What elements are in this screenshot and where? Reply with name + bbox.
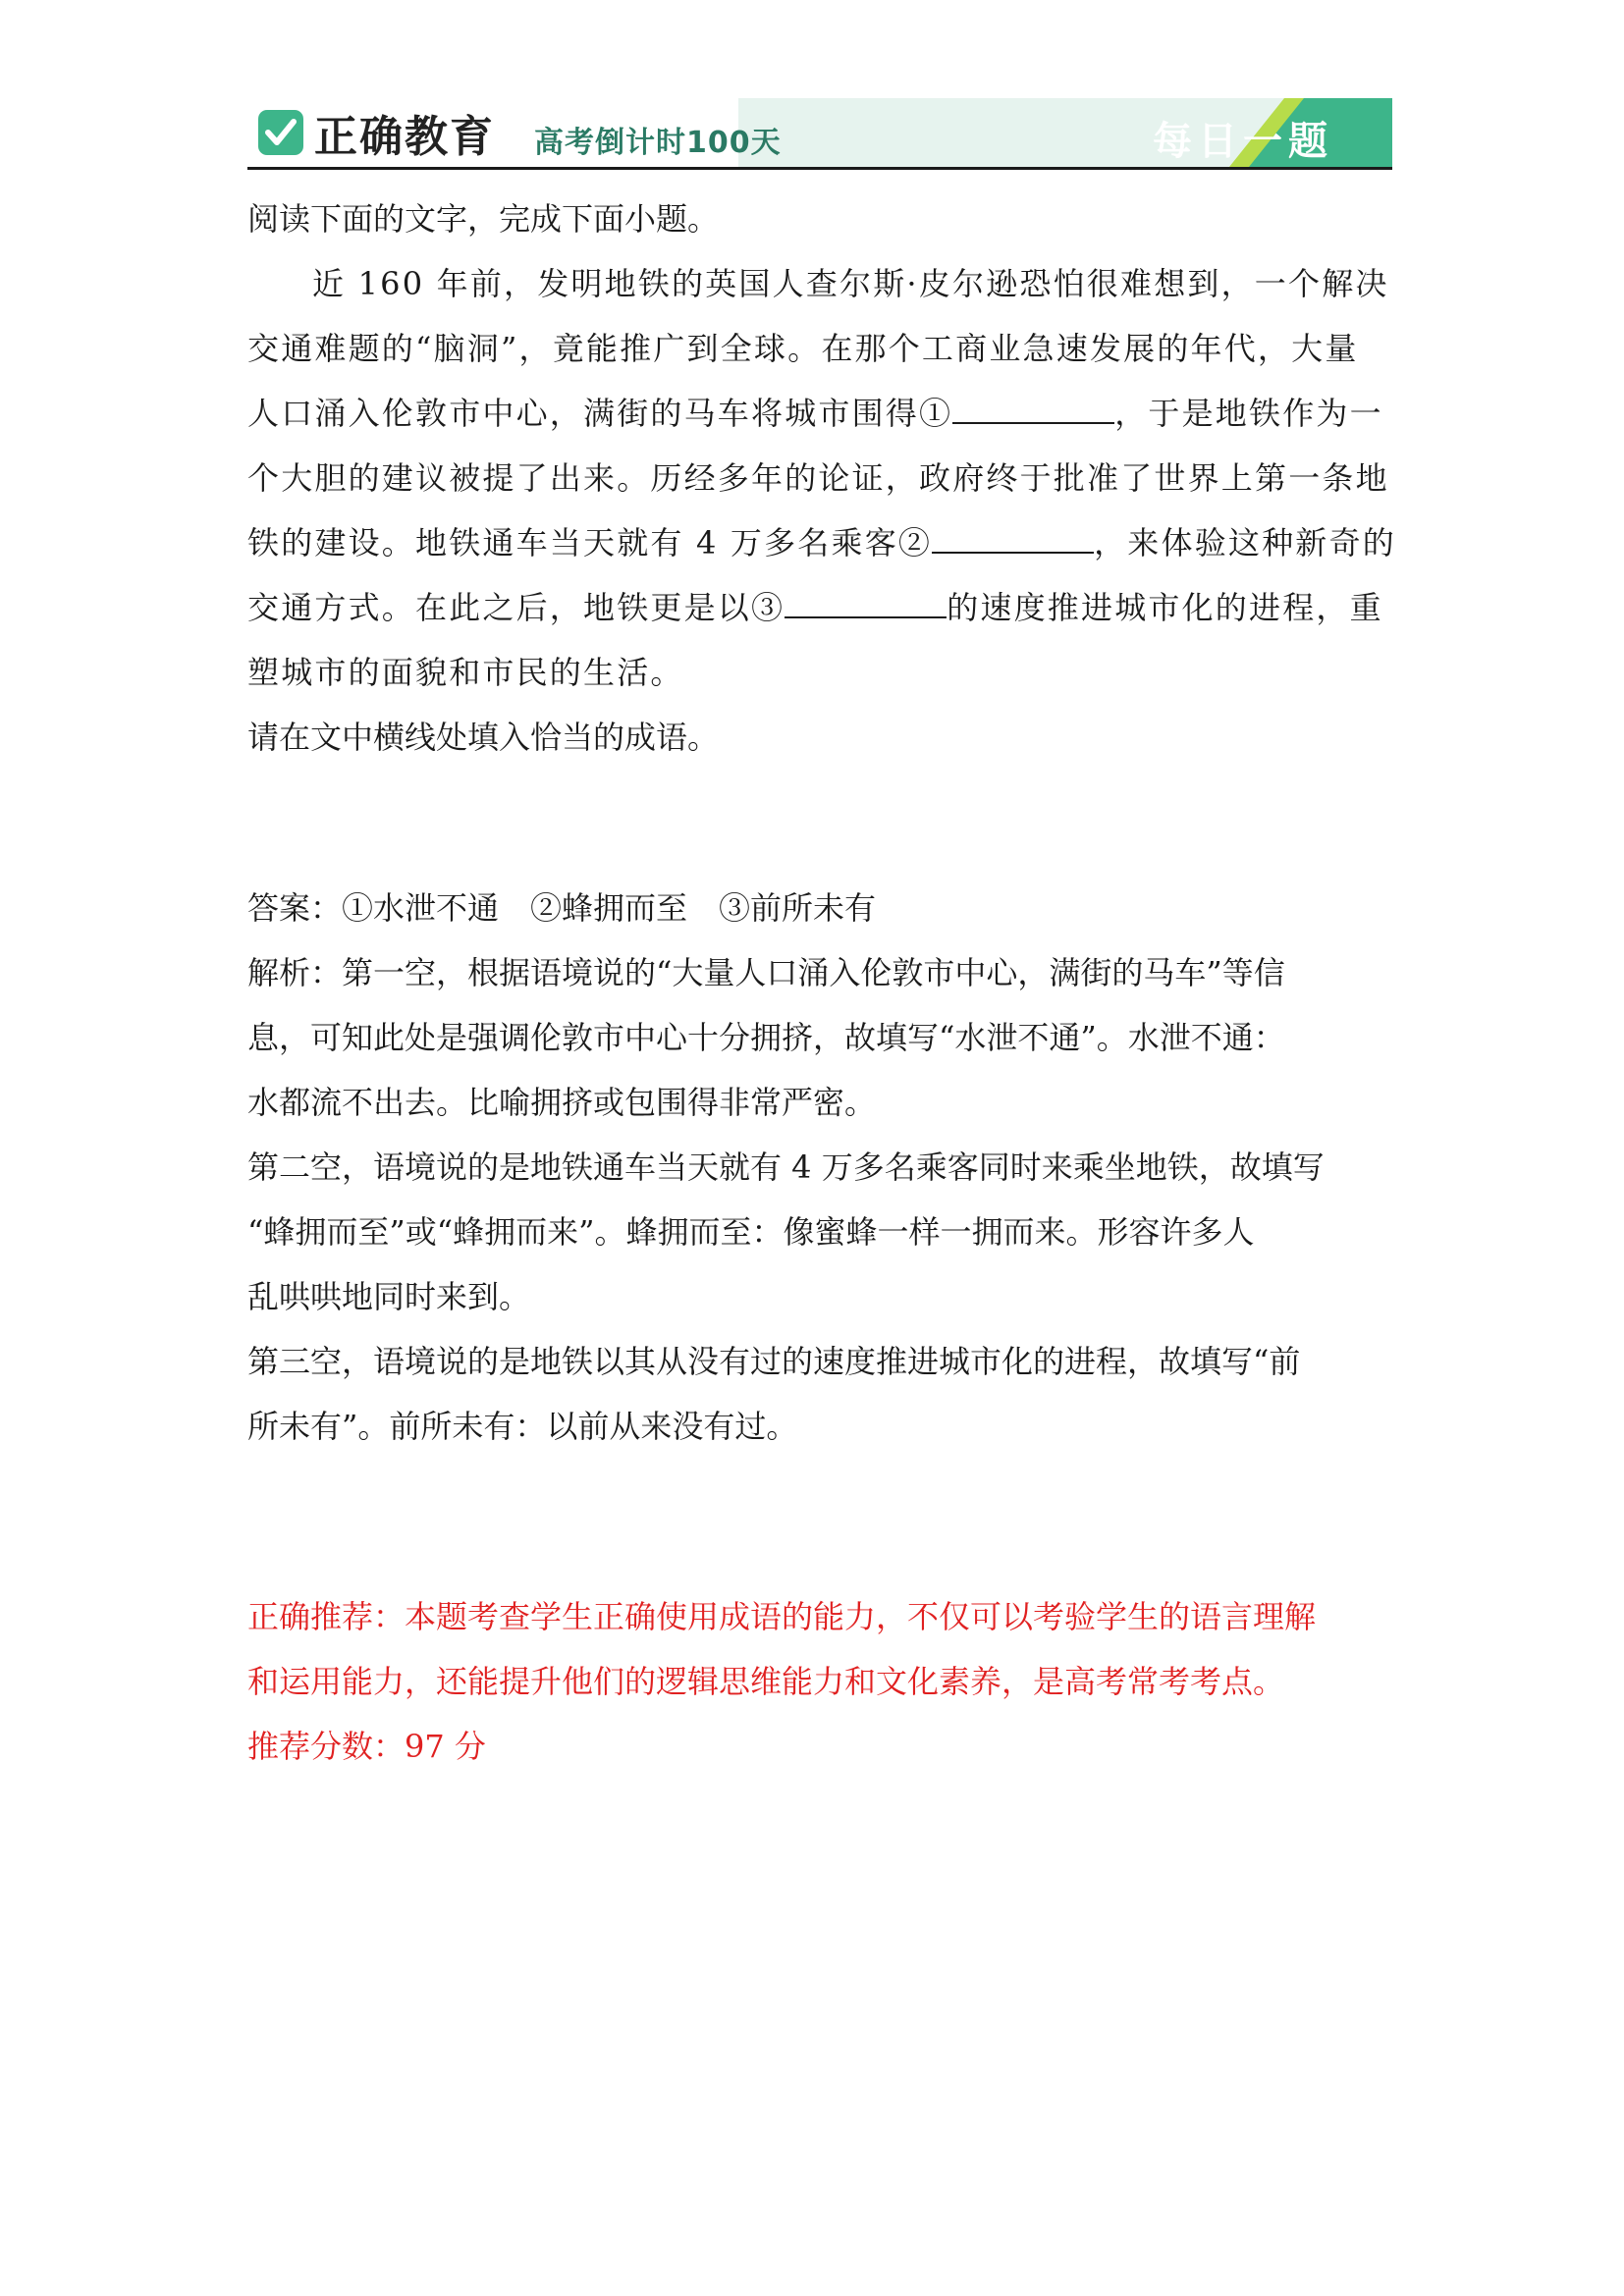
passage-text: ，于是地铁作为一	[1114, 395, 1383, 432]
passage-line	[247, 381, 1386, 446]
page-header	[247, 98, 1392, 167]
answer-section	[247, 876, 1386, 1459]
recommendation-section	[247, 1584, 1386, 1779]
passage-line: 塑城市的面貌和市民的生活。	[247, 654, 684, 691]
analysis-line: 水都流不出去。比喻拥挤或包围得非常严密。	[247, 1084, 877, 1121]
question-prompt: 请在文中横线处填入恰当的成语。	[247, 719, 720, 756]
brand-logo	[257, 104, 495, 161]
brand-name: 正确教育	[314, 112, 495, 162]
passage-text: 的速度推进城市化的进程，重	[947, 589, 1383, 626]
blank-2	[932, 512, 1094, 554]
recommendation-score: 推荐分数：97 分	[247, 1728, 486, 1765]
passage-line	[247, 510, 1396, 575]
daily-question-badge: 每日一题	[1153, 119, 1333, 164]
passage-line: 近 160 年前，发明地铁的英国人查尔斯·皮尔逊恐怕很难想到，一个解决	[312, 265, 1389, 302]
analysis-line: 乱哄哄地同时来到。	[247, 1278, 531, 1315]
check-icon	[257, 109, 304, 156]
countdown-label: 高考倒计时100天	[534, 126, 782, 160]
recommendation-line: 正确推荐：本题考查学生正确使用成语的能力，不仅可以考验学生的语言理解	[247, 1598, 1317, 1635]
passage-line: 交通难题的“脑洞”，竟能推广到全球。在那个工商业急速发展的年代，大量	[247, 330, 1359, 367]
passage-text: ，来体验这种新奇的	[1094, 524, 1396, 561]
question-instruction: 阅读下面的文字，完成下面小题。	[247, 200, 720, 238]
analysis-line: 息，可知此处是强调伦敦市中心十分拥挤，故填写“水泄不通”。水泄不通：	[247, 1019, 1285, 1056]
question-section	[247, 187, 1396, 770]
recommendation-line: 和运用能力，还能提升他们的逻辑思维能力和文化素养，是高考常考考点。	[247, 1663, 1285, 1700]
passage-text: 人口涌入伦敦市中心，满街的马车将城市围得①	[247, 395, 953, 432]
passage-text: 交通方式。在此之后，地铁更是以③	[247, 589, 785, 626]
blank-1	[952, 383, 1114, 424]
question-passage	[247, 251, 1396, 705]
passage-line: 个大胆的建议被提了出来。历经多年的论证，政府终于批准了世界上第一条地	[247, 459, 1389, 497]
analysis-line: 所未有”。前所未有：以前从来没有过。	[247, 1408, 798, 1445]
answer-line: 答案：①水泄不通 ②蜂拥而至 ③前所未有	[247, 889, 877, 927]
passage-line	[247, 575, 1386, 640]
passage-text: 铁的建设。地铁通车当天就有 4 万多名乘客②	[247, 524, 933, 561]
header-divider	[247, 167, 1392, 170]
analysis-line: 第三空，语境说的是地铁以其从没有过的速度推进城市化的进程，故填写“前	[247, 1343, 1301, 1380]
analysis-line: 第二空，语境说的是地铁通车当天就有 4 万多名乘客同时来乘坐地铁，故填写	[247, 1148, 1325, 1186]
blank-3	[785, 577, 947, 618]
analysis-line: “蜂拥而至”或“蜂拥而来”。蜂拥而至：像蜜蜂一样一拥而来。形容许多人	[247, 1213, 1255, 1251]
analysis-line: 解析：第一空，根据语境说的“大量人口涌入伦敦市中心，满街的马车”等信	[247, 954, 1285, 991]
